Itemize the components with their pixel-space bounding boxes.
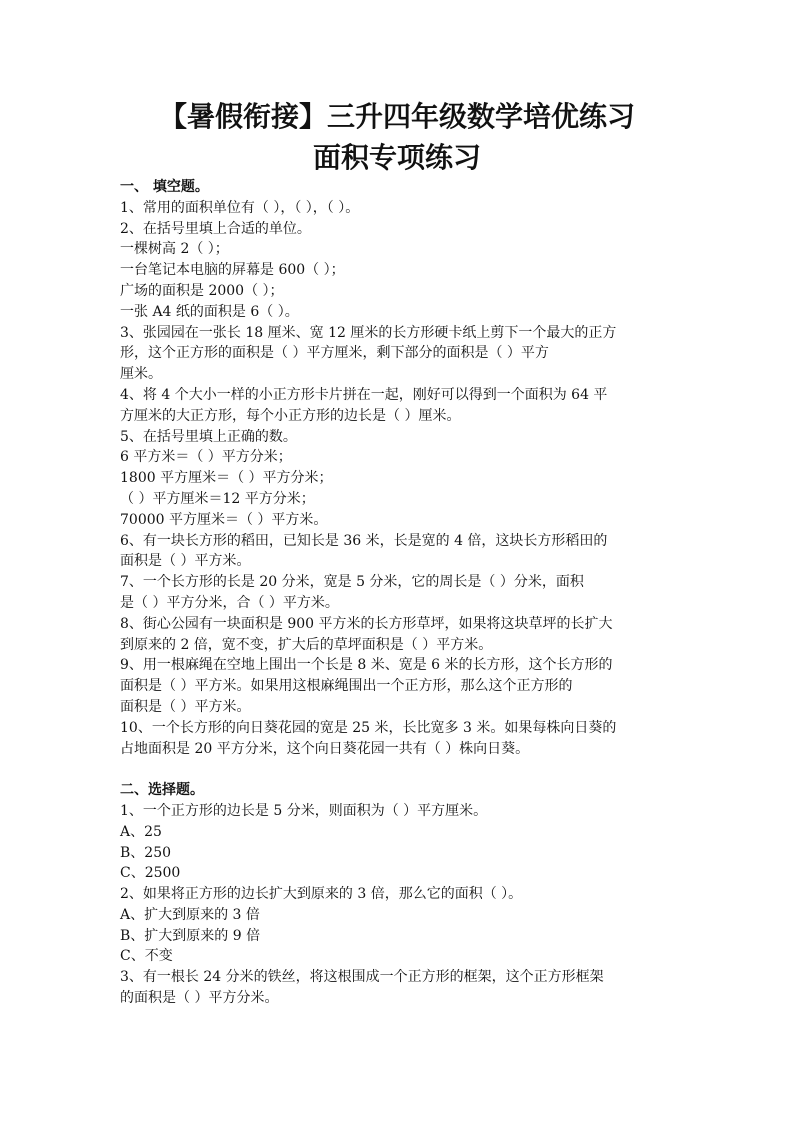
fill-blank-questions — [120, 198, 680, 760]
multiple-choice-questions — [120, 801, 680, 1009]
question-line: 1800 平方厘米＝（ ）平方分米； — [120, 470, 333, 487]
question-line: 9、用一根麻绳在空地上围出一个长是 8 米、宽是 6 米的长方形，这个长方形的 — [120, 657, 613, 674]
question-line: 厘米。 — [120, 366, 162, 383]
question-line: 占地面积是 20 平方分米，这个向日葵花园一共有（ ）株向日葵。 — [120, 740, 530, 757]
question-line: 3、张园园在一张长 18 厘米、宽 12 厘米的长方形硬卡纸上剪下一个最大的正方 — [120, 324, 617, 341]
question-line: 到原来的 2 倍，宽不变，扩大后的草坪面积是（ ）平方米。 — [120, 636, 493, 653]
question-line: 6 平方米＝（ ）平方分米； — [120, 449, 292, 466]
question-line: 6、有一块长方形的稻田，已知长是 36 米，长是宽的 4 倍，这块长方形稻田的 — [120, 532, 608, 549]
question-line: 一棵树高 2（ ）； — [120, 241, 229, 258]
question-line: 2、在括号里填上合适的单位。 — [120, 220, 311, 237]
question-line: 1、一个正方形的边长是 5 分米，则面积为（ ）平方厘米。 — [120, 802, 488, 819]
question-line: 7、一个长方形的长是 20 分米，宽是 5 分米，它的周长是（ ）分米，面积 — [120, 574, 584, 591]
question-line: （ ）平方厘米＝12 平方分米； — [120, 490, 315, 507]
question-line: 一张 A4 纸的面积是 6（ ）。 — [120, 303, 299, 320]
question-line: 方厘米的大正方形，每个小正方形的边长是（ ）厘米。 — [120, 407, 461, 424]
question-line: C、2500 — [120, 865, 181, 882]
question-line: 广场的面积是 2000（ ）； — [120, 282, 284, 299]
section-gap — [120, 759, 680, 780]
question-line: 形，这个正方形的面积是（ ）平方厘米，剩下部分的面积是（ ）平方 — [120, 345, 549, 362]
worksheet-subtitle: 面积专项练习 — [312, 141, 481, 174]
question-line: 3、有一根长 24 分米的铁丝，将这根围成一个正方形的框架，这个正方形框架 — [120, 969, 604, 986]
question-line: 的面积是（ ）平方分米。 — [120, 990, 279, 1007]
question-line: 面积是（ ）平方米。如果用这根麻绳围出一个正方形，那么这个正方形的 — [120, 678, 573, 695]
question-line: 面积是（ ）平方米。 — [120, 553, 251, 570]
question-line: B、扩大到原来的 9 倍 — [120, 927, 261, 944]
question-line: 8、街心公园有一块面积是 900 平方米的长方形草坪，如果将这块草坪的长扩大 — [120, 615, 613, 632]
worksheet-title: 【暑假衔接】三升四年级数学培优练习 — [158, 100, 635, 133]
question-line: A、25 — [120, 823, 162, 840]
question-line: 是（ ）平方分米，合（ ）平方米。 — [120, 594, 339, 611]
section-heading-fill-blank: 一、 填空题。 — [120, 179, 209, 195]
question-line: A、扩大到原来的 3 倍 — [120, 906, 260, 923]
question-line: 面积是（ ）平方米。 — [120, 698, 251, 715]
question-line: 一台笔记本电脑的屏幕是 600（ ）； — [120, 262, 345, 279]
question-line: 10、一个长方形的向日葵花园的宽是 25 米，长比宽多 3 米。如果每株向日葵的 — [120, 719, 617, 736]
question-line: 1、常用的面积单位有（ ），（ ），（ ）。 — [120, 199, 360, 216]
question-line: 4、将 4 个大小一样的小正方形卡片拼在一起，刚好可以得到一个面积为 64 平 — [120, 386, 608, 403]
question-line: 2、如果将正方形的边长扩大到原来的 3 倍，那么它的面积（ ）。 — [120, 886, 523, 903]
question-line: C、不变 — [120, 948, 173, 965]
section-heading-multiple-choice: 二、选择题。 — [120, 782, 204, 799]
worksheet-body — [120, 177, 680, 1009]
question-line: 70000 平方厘米＝（ ）平方米。 — [120, 511, 328, 528]
question-line: B、250 — [120, 844, 172, 861]
question-line: 5、在括号里填上正确的数。 — [120, 428, 297, 445]
